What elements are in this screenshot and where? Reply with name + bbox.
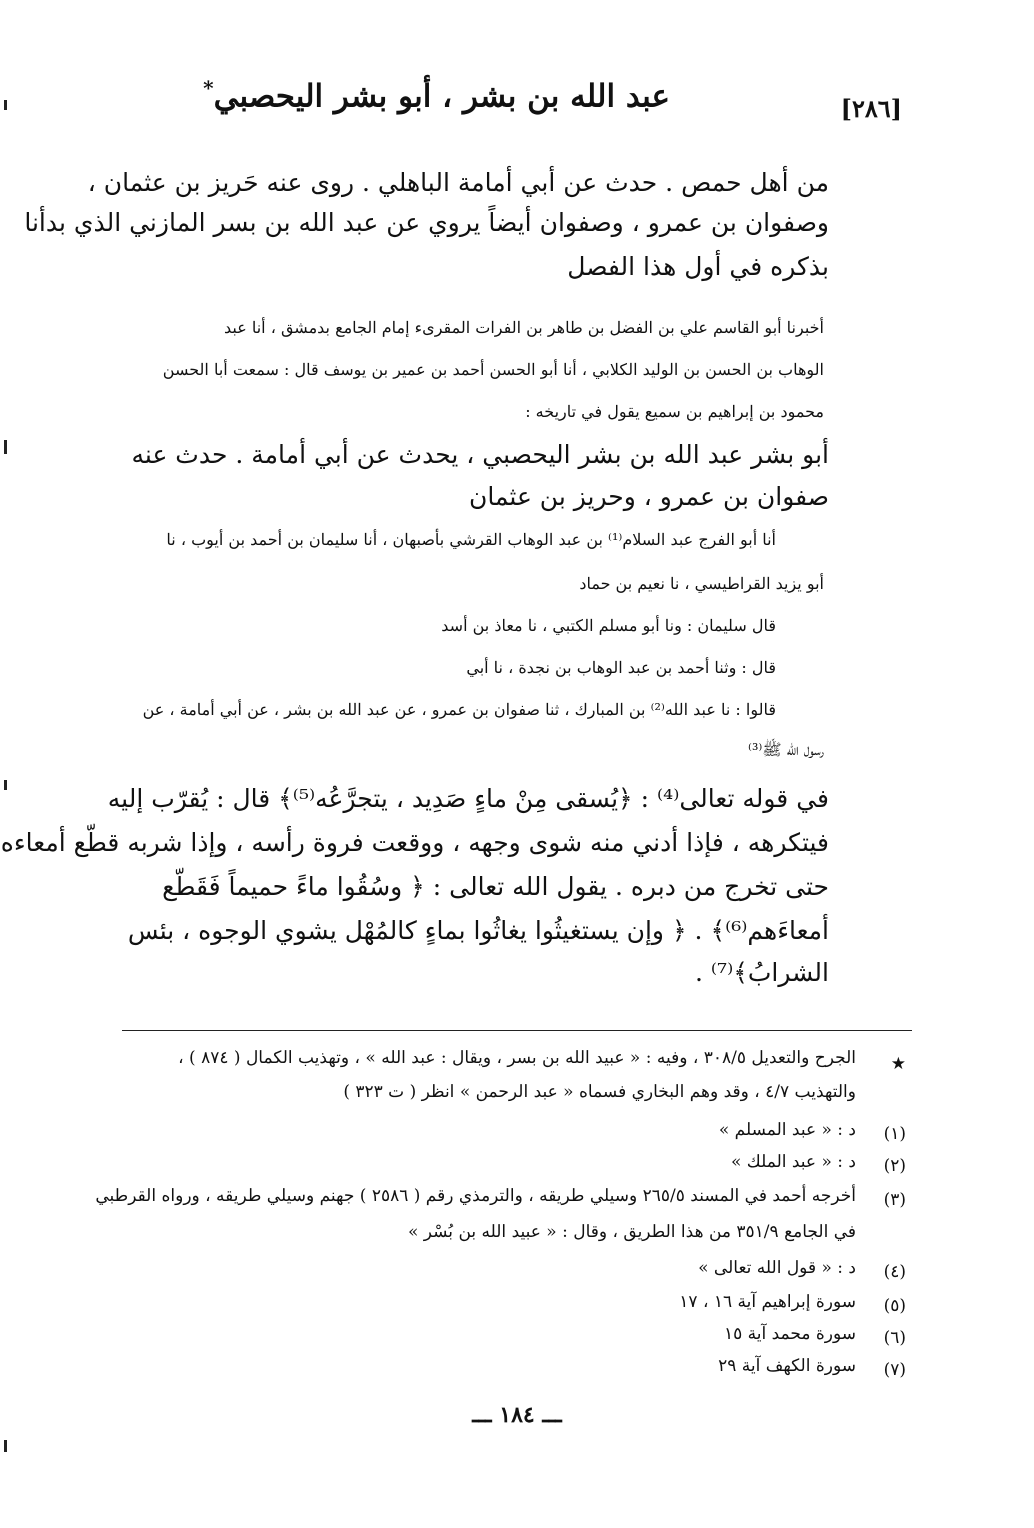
- footnote-3-line-1: أخرجه أحمد في المسند ٢٦٥/٥ وسيلي طريقه ، والترمذي رقم ( ٢٥٨٦ ) جهنم وسيلي طريقه ، ورواه القرطبي: [95, 1186, 856, 1206]
- intro-line-3: بذكره في أول هذا الفصل: [567, 252, 829, 281]
- footnote-star-mark: ★: [890, 1054, 906, 1074]
- footnote-4-mark: (٤): [883, 1262, 906, 1282]
- entry-number: [٢٨٦]: [840, 94, 902, 123]
- intro-line-1: من أهل حمص . حدث عن أبي أمامة الباهلي . روى عنه حَريز بن عثمان ،: [87, 168, 829, 197]
- footnote-2-mark: (٢): [883, 1156, 906, 1176]
- intro-line-2: وصفوان بن عمرو ، وصفوان أيضاً يروي عن عبد الله بن بسر المازني الذي بدأنا: [24, 208, 829, 237]
- footnote-5-mark: (٥): [883, 1296, 906, 1316]
- hadith-line-2: فيتكرهه ، فإذا أدني منه شوى وجهه ، ووقعت فروة رأسه ، وإذا شربه قطّع أمعاءه: [0, 828, 829, 857]
- entry-title: [203, 76, 670, 115]
- hadith-line-4: أمعاءَهم⁽⁶⁾﴾ . ﴿ وإن يستغيثُوا يغاثُوا بماءٍ كالمُهْل يشوي الوجوه ، بئس: [127, 916, 829, 945]
- footnote-7-text: سورة الكهف آية ٢٩: [718, 1356, 856, 1376]
- footnote-6-mark: (٦): [883, 1328, 906, 1348]
- footnote-2-text: د : « عبد الملك »: [730, 1152, 856, 1172]
- isnad1-line-2: الوهاب بن الحسن بن الوليد الكلابي ، أنا أبو الحسن أحمد بن عمير بن يوسف قال : سمعت أبا الحسن: [162, 360, 824, 379]
- scan-margin-mark: [4, 100, 7, 110]
- isnad2-line-2: أبو يزيد القراطيسي ، نا نعيم بن حماد: [579, 574, 824, 593]
- footnote-6-text: سورة محمد آية ١٥: [723, 1324, 856, 1344]
- isnad2-line-4: قال : وثنا أحمد بن عبد الوهاب بن نجدة ، نا أبي: [466, 658, 776, 677]
- isnad2-line-5: قالوا : نا عبد الله⁽²⁾ بن المبارك ، ثنا صفوان بن عمرو ، عن عبد الله بن بشر ، عن أبي أمامة ، عن: [142, 700, 776, 719]
- footnote-3-line-2: في الجامع ٣٥١/٩ من هذا الطريق ، وقال : « عبيد الله بن بُسْر »: [407, 1222, 856, 1242]
- isnad2-line-3: قال سليمان : ونا أبو مسلم الكتبي ، نا معاذ بن أسد: [441, 616, 776, 635]
- hadith-line-5: الشرابُ﴾⁽⁷⁾ .: [694, 958, 829, 987]
- hadith-line-3: حتى تخرج من دبره . يقول الله تعالى : ﴿ وسُقُوا ماءً حميماً فَقَطّع: [162, 872, 829, 901]
- footnote-1-text: د : « عبد المسلم »: [718, 1120, 856, 1140]
- footnote-7-mark: (٧): [883, 1360, 906, 1380]
- hadith-line-1: في قوله تعالى⁽⁴⁾ : ﴿يُسقى مِنْ ماءٍ صَدِيد ، يتجرَّعُه⁽⁵⁾﴾ قال : يُقرّب إليه: [107, 784, 829, 813]
- quote-line-1: أبو بشر عبد الله بن بشر اليحصبي ، يحدث عن أبي أمامة . حدث عنه: [131, 440, 829, 469]
- scan-margin-mark: [4, 780, 7, 790]
- title-star-mark: *: [203, 76, 214, 100]
- footnote-3-mark: (٣): [883, 1190, 906, 1210]
- footnote-5-text: سورة إبراهيم آية ١٦ ، ١٧: [679, 1292, 856, 1312]
- footnote-4-text: د : « قول الله تعالى »: [698, 1258, 856, 1278]
- quote-line-2: صفوان بن عمرو ، وحريز بن عثمان: [468, 482, 829, 511]
- page-number: ـــ ١٨٤ ـــ: [472, 1402, 562, 1428]
- footnote-star-line-2: والتهذيب ٤/٧ ، وقد وهم البخاري فسماه « عبد الرحمن » انظر ( ت ٣٢٣ ): [343, 1082, 856, 1102]
- isnad2-line-1: أنا أبو الفرج عبد السلام⁽¹⁾ بن عبد الوهاب القرشي بأصبهان ، أنا سليمان بن أحمد بن أيوب ، نا: [166, 530, 776, 549]
- isnad1-line-3: محمود بن إبراهيم بن سميع يقول في تاريخه :: [525, 402, 824, 421]
- footnote-divider: [122, 1030, 912, 1031]
- scan-margin-mark: [4, 440, 7, 454]
- scan-margin-mark: [4, 1440, 7, 1452]
- entry-title-text: عبد الله بن بشر ، أبو بشر اليحصبي: [213, 78, 670, 115]
- isnad2-line-6: رسول الله ﷺ⁽³⁾: [748, 740, 824, 759]
- footnote-1-mark: (١): [883, 1124, 906, 1144]
- footnote-star-line-1: الجرح والتعديل ٣٠٨/٥ ، وفيه : « عبيد الله بن بسر ، ويقال : عبد الله » ، وتهذيب الكمال ( ٨٧٤ ) ،: [178, 1048, 856, 1068]
- isnad1-line-1: أخبرنا أبو القاسم علي بن الفضل بن طاهر بن الفرات المقرىء إمام الجامع بدمشق ، أنا عبد: [223, 318, 824, 337]
